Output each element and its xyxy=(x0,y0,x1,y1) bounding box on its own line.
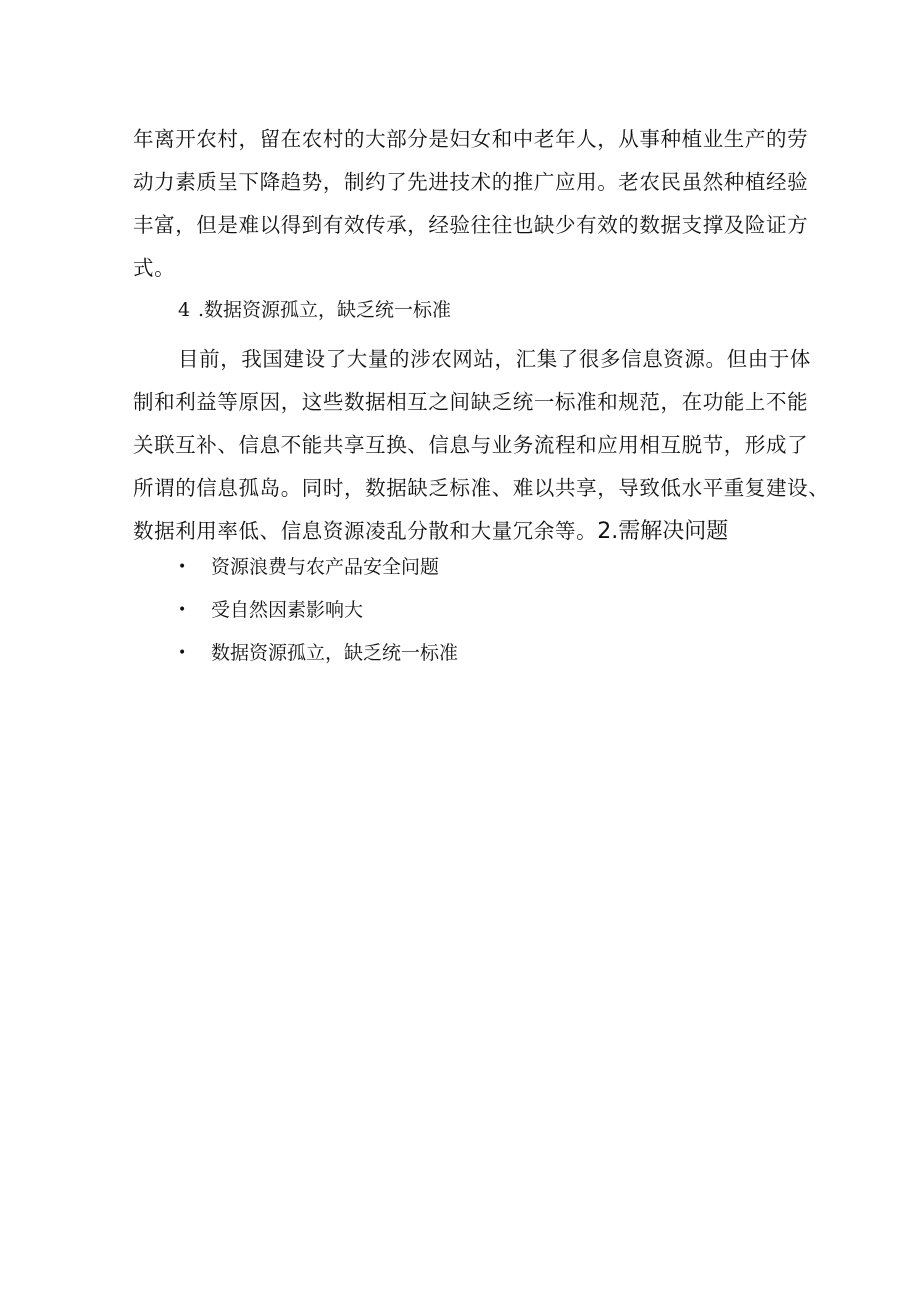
bullet-icon: • xyxy=(178,645,187,661)
paragraph-rural-labor xyxy=(133,118,809,290)
bullet-icon: • xyxy=(178,559,187,575)
paragraph-data-isolation xyxy=(133,338,830,553)
list-item-text: 数据资源孤立，缺乏统一标准 xyxy=(211,642,459,664)
paragraph-line: 年离开农村，留在农村的大部分是妇女和中老年人，从事种植业生产的劳 xyxy=(133,127,809,151)
paragraph-line: 动力素质呈下降趋势，制约了先进技术的推广应用。老农民虽然种植经验 xyxy=(133,170,809,194)
list-item xyxy=(178,589,458,632)
paragraph-line: 数据利用率低、信息资源凌乱分散和大量冗余等。 xyxy=(133,519,598,543)
paragraph-line: 式。 xyxy=(133,256,176,280)
paragraph-line: 丰富，但是难以得到有效传承，经验往往也缺少有效的数据支撑及险证方 xyxy=(133,213,809,237)
paragraph-line: 目前，我国建设了大量的涉农网站，汇集了很多信息资源。但由于体 xyxy=(178,347,811,371)
bullet-icon: • xyxy=(178,602,187,618)
list-item-text: 资源浪费与农产品安全问题 xyxy=(211,556,440,578)
section-heading-text: .数据资源孤立，缺乏统一标准 xyxy=(198,299,452,321)
section-heading-data-isolation xyxy=(178,292,451,328)
inline-heading-problems: 2.需解决问题 xyxy=(597,519,729,544)
problem-bullet-list xyxy=(178,546,458,675)
paragraph-line: 所谓的信息孤岛。同时，数据缺乏标准、难以共享，导致低水平重复建设、 xyxy=(133,476,830,500)
list-item xyxy=(178,632,458,675)
paragraph-line: 关联互补、信息不能共享互换、信息与业务流程和应用相互脱节，形成了 xyxy=(133,433,809,457)
section-number: 4 xyxy=(178,299,191,321)
list-item xyxy=(178,546,458,589)
list-item-text: 受自然因素影响大 xyxy=(211,599,364,621)
paragraph-line: 制和利益等原因，这些数据相互之间缺乏统一标准和规范，在功能上不能 xyxy=(133,390,809,414)
